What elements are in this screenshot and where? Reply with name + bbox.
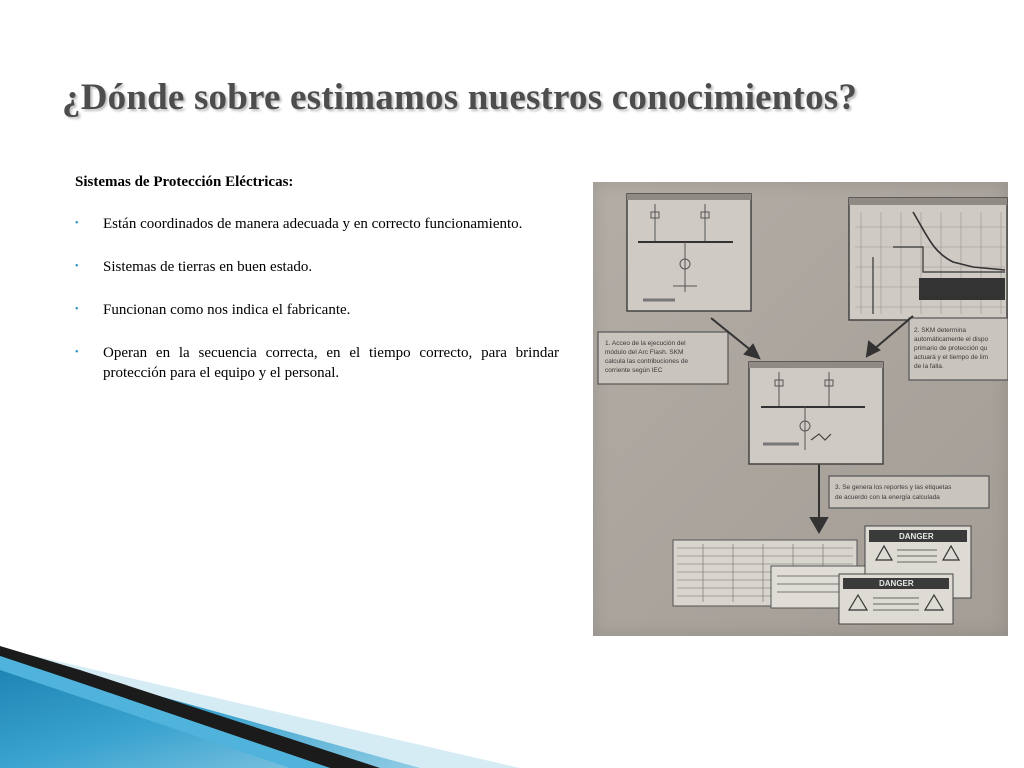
bullet-text: Sistemas de tierras en buen estado. xyxy=(103,259,313,275)
note2-line-4: de la falla. xyxy=(914,363,944,370)
bullet-text: Están coordinados de manera adecuada y en correcto funcionamiento. xyxy=(103,216,523,232)
note1-line-1: módulo del Arc Flash. SKM xyxy=(605,349,684,356)
note-box-2 xyxy=(909,318,1008,380)
note2-line-2: primario de protección qu xyxy=(914,345,988,352)
process-diagram xyxy=(593,182,1008,636)
bullet-icon: • xyxy=(75,304,79,315)
list-item xyxy=(75,257,559,277)
bullet-icon: • xyxy=(75,218,79,229)
bullet-icon: • xyxy=(75,347,79,358)
bullet-list xyxy=(75,214,559,383)
note3-line-0: 3. Se genera los reportes y las etiquetas xyxy=(835,484,952,491)
note-box-3 xyxy=(829,476,989,508)
corner-decoration xyxy=(0,640,640,768)
danger-text-1: DANGER xyxy=(899,532,934,541)
note1-line-2: calcula las contribuciones de xyxy=(605,358,689,365)
bullet-text: Operan en la secuencia correcta, en el tiempo correcto, para brindar protección para el equipo y el personal. xyxy=(103,345,559,381)
note2-line-0: 2. SKM determina xyxy=(914,327,967,334)
tcc-curve-window xyxy=(849,198,1007,320)
bullet-text: Funcionan como nos indica el fabricante. xyxy=(103,302,351,318)
note-box-1 xyxy=(598,332,728,384)
list-item xyxy=(75,343,559,383)
one-line-window-2 xyxy=(749,362,883,464)
list-item xyxy=(75,300,559,320)
one-line-window-1 xyxy=(627,194,751,311)
note1-line-3: corriente según IEC xyxy=(605,367,663,374)
subtitle: Sistemas de Protección Eléctricas: xyxy=(75,174,294,190)
bullet-icon: • xyxy=(75,261,79,272)
danger-text-2: DANGER xyxy=(879,579,914,588)
note3-line-1: de acuerdo con la energía calculada xyxy=(835,494,940,501)
danger-label-2 xyxy=(839,574,953,624)
note2-line-3: actuará y el tiempo de lim xyxy=(914,354,989,361)
note1-line-0: 1. Acceo de la ejecución del xyxy=(605,340,686,347)
slide-title: ¿Dónde sobre estimamos nuestros conocimientos? xyxy=(62,77,858,118)
list-item xyxy=(75,214,559,234)
process-figure xyxy=(593,182,1008,636)
note2-line-1: automáticamente el dispo xyxy=(914,336,989,343)
content-block xyxy=(75,174,559,406)
